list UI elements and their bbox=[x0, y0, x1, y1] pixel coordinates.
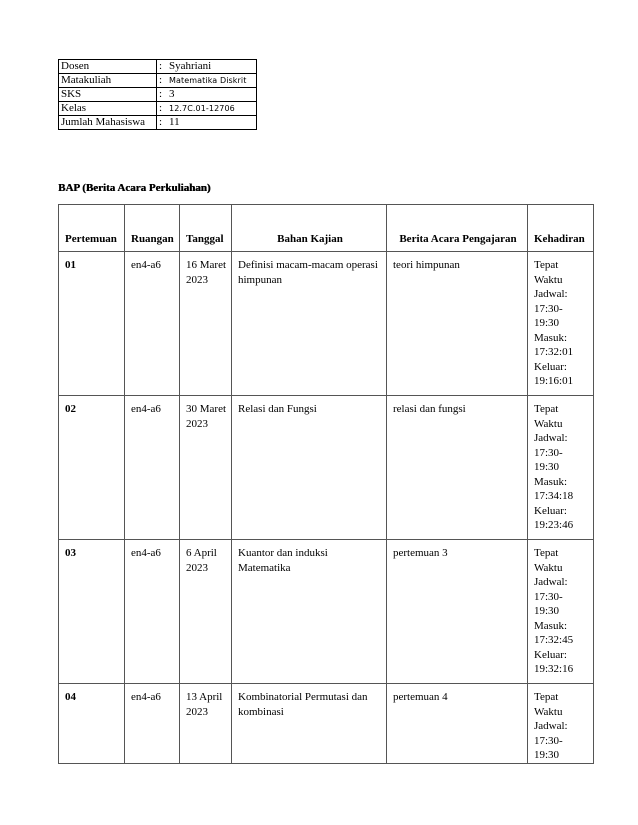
cell-bahan-kajian: Kombinatorial Permutasi dan kombinasi bbox=[232, 684, 387, 764]
info-value: Matematika Diskrit bbox=[167, 74, 257, 88]
kehadiran-line: Waktu bbox=[534, 273, 563, 286]
bap-header-row bbox=[59, 205, 594, 252]
info-label: SKS bbox=[59, 88, 157, 102]
kehadiran-line: Tepat bbox=[534, 547, 559, 559]
info-separator: : bbox=[157, 74, 168, 88]
cell-berita-acara: pertemuan 3 bbox=[387, 540, 528, 684]
kehadiran-line: Keluar: bbox=[534, 360, 567, 373]
kehadiran-line: Jadwal: bbox=[534, 720, 568, 732]
bap-title: BAP (Berita Acara Perkuliahan) bbox=[58, 182, 211, 194]
info-row bbox=[59, 74, 257, 88]
course-info-table bbox=[58, 59, 257, 130]
kehadiran-line: Waktu bbox=[534, 705, 563, 718]
info-row bbox=[59, 116, 257, 130]
header-berita-acara: Berita Acara Pengajaran bbox=[387, 205, 528, 252]
info-value: 12.7C.01-12706 bbox=[167, 102, 257, 116]
kehadiran-line: 19:16:01 bbox=[534, 375, 574, 387]
table-row bbox=[59, 540, 594, 684]
kehadiran-line: 17:32:45 bbox=[534, 634, 574, 646]
kehadiran-line: 19:30 bbox=[534, 605, 560, 617]
kehadiran-line: Keluar: bbox=[534, 504, 567, 517]
cell-kehadiran bbox=[528, 396, 594, 540]
kehadiran-line: 19:32:16 bbox=[534, 663, 574, 675]
kehadiran-line: Tepat bbox=[534, 691, 559, 703]
cell-bahan-kajian: Relasi dan Fungsi bbox=[232, 396, 387, 540]
kehadiran-line: Keluar: bbox=[534, 648, 567, 661]
cell-kehadiran bbox=[528, 684, 594, 764]
info-label: Kelas bbox=[59, 102, 157, 116]
cell-bahan-kajian: Kuantor dan induksi Matematika bbox=[232, 540, 387, 684]
info-separator: : bbox=[157, 60, 168, 74]
kehadiran-line: 17:30- bbox=[534, 302, 563, 315]
kehadiran-line: Masuk: bbox=[534, 331, 567, 344]
bap-table bbox=[58, 204, 594, 764]
header-ruangan: Ruangan bbox=[125, 205, 180, 252]
info-value: Syahriani bbox=[167, 60, 257, 74]
kehadiran-line: Masuk: bbox=[534, 619, 567, 632]
cell-kehadiran bbox=[528, 252, 594, 396]
kehadiran-line: 17:30- bbox=[534, 446, 563, 459]
cell-berita-acara: relasi dan fungsi bbox=[387, 396, 528, 540]
table-row bbox=[59, 252, 594, 396]
info-value: 3 bbox=[167, 88, 257, 102]
cell-berita-acara: pertemuan 4 bbox=[387, 684, 528, 764]
kehadiran-line: 19:30 bbox=[534, 749, 560, 761]
cell-ruangan: en4-a6 bbox=[125, 252, 180, 396]
cell-pertemuan: 01 bbox=[59, 252, 125, 396]
kehadiran-line: 17:34:18 bbox=[534, 490, 574, 502]
cell-ruangan: en4-a6 bbox=[125, 540, 180, 684]
kehadiran-line: Waktu bbox=[534, 417, 563, 430]
cell-tanggal: 16 Maret 2023 bbox=[180, 252, 232, 396]
info-row bbox=[59, 88, 257, 102]
info-label: Dosen bbox=[59, 60, 157, 74]
table-row bbox=[59, 396, 594, 540]
kehadiran-line: Jadwal: bbox=[534, 288, 568, 300]
info-label: Jumlah Mahasiswa bbox=[59, 116, 157, 130]
kehadiran-line: Waktu bbox=[534, 561, 563, 574]
header-kehadiran: Kehadiran bbox=[528, 205, 594, 252]
cell-ruangan: en4-a6 bbox=[125, 684, 180, 764]
cell-berita-acara: teori himpunan bbox=[387, 252, 528, 396]
kehadiran-line: 19:23:46 bbox=[534, 519, 574, 531]
kehadiran-line: 17:30- bbox=[534, 590, 563, 603]
info-value: 11 bbox=[167, 116, 257, 130]
cell-pertemuan: 02 bbox=[59, 396, 125, 540]
kehadiran-line: 17:32:01 bbox=[534, 346, 574, 358]
cell-tanggal: 13 April 2023 bbox=[180, 684, 232, 764]
cell-tanggal: 6 April 2023 bbox=[180, 540, 232, 684]
cell-pertemuan: 03 bbox=[59, 540, 125, 684]
info-separator: : bbox=[157, 116, 168, 130]
kehadiran-line: Tepat bbox=[534, 403, 559, 415]
kehadiran-line: Tepat bbox=[534, 259, 559, 271]
cell-tanggal: 30 Maret 2023 bbox=[180, 396, 232, 540]
table-row bbox=[59, 684, 594, 764]
kehadiran-line: Masuk: bbox=[534, 475, 567, 488]
info-label: Matakuliah bbox=[59, 74, 157, 88]
kehadiran-line: 17:30- bbox=[534, 734, 563, 747]
header-pertemuan: Pertemuan bbox=[59, 205, 125, 252]
info-row bbox=[59, 102, 257, 116]
info-separator: : bbox=[157, 88, 168, 102]
header-tanggal: Tanggal bbox=[180, 205, 232, 252]
cell-ruangan: en4-a6 bbox=[125, 396, 180, 540]
info-row bbox=[59, 60, 257, 74]
info-separator: : bbox=[157, 102, 168, 116]
kehadiran-line: Jadwal: bbox=[534, 432, 568, 444]
header-bahan-kajian: Bahan Kajian bbox=[232, 205, 387, 252]
kehadiran-line: 19:30 bbox=[534, 317, 560, 329]
kehadiran-line: Jadwal: bbox=[534, 576, 568, 588]
cell-bahan-kajian: Definisi macam-macam operasi himpunan bbox=[232, 252, 387, 396]
cell-pertemuan: 04 bbox=[59, 684, 125, 764]
cell-kehadiran bbox=[528, 540, 594, 684]
kehadiran-line: 19:30 bbox=[534, 461, 560, 473]
